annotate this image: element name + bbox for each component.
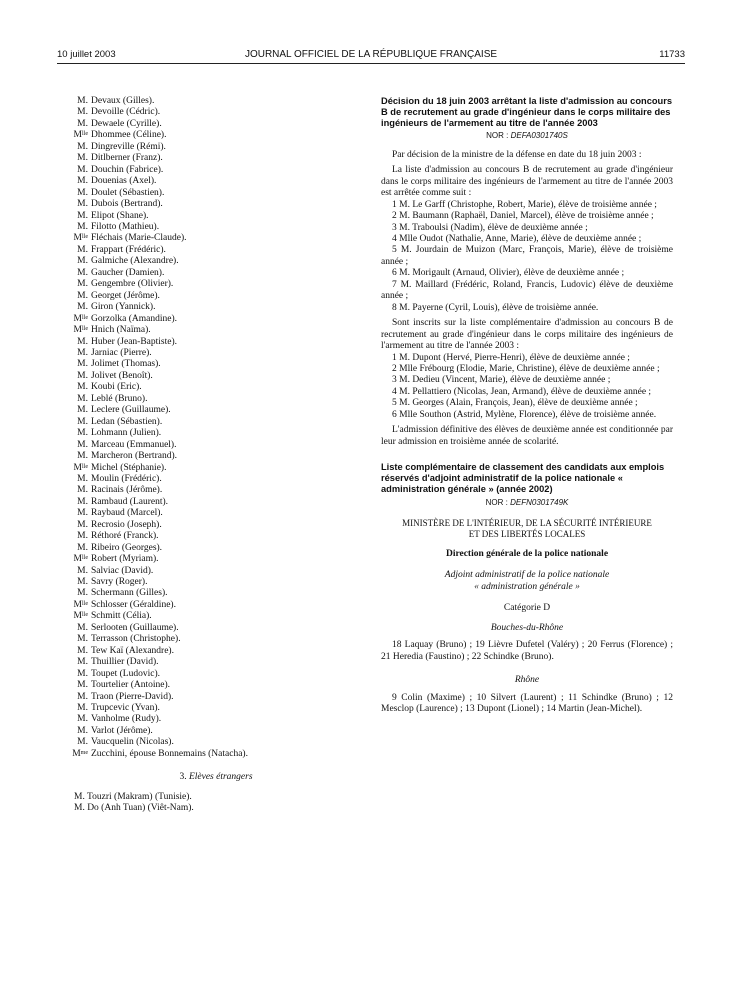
foreign-list — [71, 792, 361, 815]
name-entry — [71, 325, 361, 336]
civility: $M^{lle}$ — [73, 599, 88, 610]
civility: M. — [77, 725, 88, 736]
civility: M. — [77, 680, 88, 691]
name-entry — [71, 520, 361, 531]
name-entry — [71, 600, 361, 611]
civility: M. — [77, 405, 88, 416]
paragraph: 6 M. Morigault (Arnaud, Olivier), élève de deuxième année ; — [392, 268, 625, 279]
paragraph: 1 M. Le Garff (Christophe, Robert, Marie), élève de troisième année ; — [392, 199, 657, 210]
person-name: Varlot (Jérôme). — [91, 725, 153, 736]
nor-code: DEFA0301740S — [510, 131, 568, 141]
name-entry — [71, 245, 361, 256]
name-entry — [71, 588, 361, 599]
person-name: Salviac (David). — [91, 565, 154, 576]
civility: M. — [77, 359, 88, 370]
civility: $M^{lle}$ — [73, 554, 88, 565]
civility: M. — [77, 703, 88, 714]
place-list: 18 Laquay (Bruno) ; 19 Lièvre Dufetel (Valéry) ; 20 Ferrus (Florence) ; 21 Heredia (Faustino) ; 22 Schindke (Bruno). — [381, 640, 673, 662]
place-list: 9 Colin (Maxime) ; 10 Silvert (Laurent) ; 11 Schindke (Bruno) ; 12 Mesclop (Laurence) ; 13 Dupont (Lionel) ; 14 Martin (Jean-Michel). — [381, 692, 673, 715]
civility: M. — [77, 714, 88, 725]
name-entry — [71, 451, 361, 462]
decision-nor — [381, 130, 673, 141]
person-name: Terrasson (Christophe). — [91, 634, 181, 645]
person-name: Gorzolka (Amandine). — [91, 313, 177, 324]
civility: M. — [77, 210, 88, 221]
civility: M. — [77, 256, 88, 267]
civility: M. — [77, 118, 88, 129]
name-entry — [71, 417, 361, 428]
person-name: Thuillier (David). — [91, 657, 159, 668]
section-heading — [71, 772, 361, 783]
civility: M. — [77, 531, 88, 542]
civility: M. — [77, 508, 88, 519]
civility: $M^{me}$ — [72, 748, 88, 759]
name-entry — [71, 485, 361, 496]
civility: $M^{lle}$ — [73, 233, 88, 244]
person-name: Dubois (Bertrand). — [91, 199, 163, 210]
civility: M. — [77, 176, 88, 187]
name-entry — [71, 634, 361, 645]
person-name: Savry (Roger). — [91, 577, 148, 588]
name-entry — [71, 382, 361, 393]
direction-heading: Direction générale de la police nationale — [445, 549, 609, 560]
name-entry — [71, 302, 361, 313]
civility: M. — [77, 164, 88, 175]
name-entry — [71, 337, 361, 348]
civility: $M^{lle}$ — [73, 313, 88, 324]
category-heading: Catégorie D — [503, 603, 551, 614]
civility: M. — [77, 668, 88, 679]
person-name: Jarniac (Pierre). — [91, 347, 152, 358]
paragraph: 2 Mlle Frébourg (Elodie, Marie, Christine), élève de deuxième année ; — [392, 364, 660, 374]
civility: M. — [77, 370, 88, 381]
person-name: Jolimet (Thomas). — [91, 359, 161, 370]
section-title: Elèves étrangers — [188, 772, 253, 783]
civility: $M^{lle}$ — [73, 462, 88, 473]
name-entry — [71, 623, 361, 634]
civility: M. — [77, 645, 88, 656]
name-entry — [71, 233, 361, 244]
ministry-line: ET DES LIBERTÉS LOCALES — [468, 528, 586, 539]
person-name: Rambaud (Laurent). — [91, 496, 169, 507]
paragraph: Par décision de la ministre de la défense en date du 18 juin 2003 : — [392, 149, 642, 160]
person-name: Jolivet (Benoît). — [91, 370, 153, 381]
person-name: Elipot (Shane). — [91, 210, 149, 221]
ministry-line: MINISTÈRE DE L'INTÉRIEUR, DE LA SÉCURITÉ INTÉRIEURE — [402, 518, 652, 529]
civility: M. — [77, 302, 88, 313]
person-name: Tew Kaï (Alexandre). — [91, 645, 174, 656]
ministry-heading — [381, 518, 673, 539]
civility: M. — [77, 577, 88, 588]
subdirection-heading — [381, 570, 673, 593]
person-name: Hnich (Naïma). — [91, 325, 151, 336]
subdir-line: Adjoint administratif de la police nationale — [444, 570, 610, 581]
person-name: Serlooten (Guillaume). — [91, 622, 179, 633]
civility: M. — [77, 428, 88, 439]
civility: M. — [77, 519, 88, 530]
person-name: Huber (Jean-Baptiste). — [91, 336, 177, 347]
civility: M. — [77, 588, 88, 599]
person-name: Frappart (Frédéric). — [91, 244, 166, 255]
person-name: Leclere (Guillaume). — [91, 405, 171, 416]
person-name: Traon (Pierre-David). — [91, 691, 174, 702]
name-entry — [71, 130, 361, 141]
civility: M. — [77, 153, 88, 164]
name-entry — [71, 371, 361, 382]
person-name: Moulin (Frédéric). — [91, 473, 162, 484]
name-entry — [71, 142, 361, 153]
paragraph: 4 M. Pellattiero (Nicolas, Jean, Armand), élève de deuxième année ; — [392, 386, 652, 397]
name-entry — [71, 577, 361, 588]
person-name: Gengembre (Olivier). — [91, 279, 174, 290]
journal-title: JOURNAL OFFICIEL DE LA RÉPUBLIQUE FRANÇAISE — [244, 49, 498, 60]
person-name: Fléchais (Marie-Claude). — [91, 233, 187, 244]
name-entry — [71, 428, 361, 439]
name-entry — [71, 291, 361, 302]
liste-title: Liste complémentaire de classement des candidats aux emplois réservés d'adjoint administratif de la police nationale « administration générale » (année 2002) — [381, 462, 665, 494]
paragraph: 7 M. Maillard (Frédéric, Roland, Francis, Ludovic) élève de deuxième année ; — [381, 279, 673, 302]
header-date: 10 juillet 2003 — [57, 49, 116, 60]
civility: M. — [77, 290, 88, 301]
name-entry — [71, 737, 361, 748]
name-entry — [71, 348, 361, 359]
right-column — [381, 96, 673, 716]
name-entry — [71, 440, 361, 451]
list-item: M. Do (Anh Tuan) (Viêt-Nam). — [74, 803, 194, 814]
civility: M. — [77, 267, 88, 278]
civility: M. — [77, 439, 88, 450]
name-entry — [71, 199, 361, 210]
name-entry — [71, 359, 361, 370]
civility: M. — [77, 542, 88, 553]
civility: M. — [77, 244, 88, 255]
civility: $M^{lle}$ — [73, 611, 88, 622]
person-name: Giron (Yannick). — [91, 302, 156, 313]
paragraph: 5 M. Jourdain de Muizon (Marc, François, Marie), élève de troisième année ; — [381, 245, 673, 267]
person-name: Trupcevic (Yvan). — [91, 703, 160, 714]
person-name: Dewaele (Cyrille). — [91, 118, 162, 129]
name-entry — [71, 314, 361, 325]
civility: M. — [77, 199, 88, 210]
person-name: Toupet (Ludovic). — [91, 668, 160, 679]
name-entry — [71, 474, 361, 485]
person-name: Ribeiro (Georges). — [91, 542, 163, 553]
name-entry — [71, 119, 361, 130]
civility: M. — [77, 737, 88, 748]
person-name: Devoille (Cédric). — [91, 107, 161, 118]
civility: M. — [77, 485, 88, 496]
paragraph: L'admission définitive des élèves de deuxième année est conditionnée par leur admission en troisième année de scolarité. — [381, 425, 673, 447]
civility: M. — [77, 221, 88, 232]
person-name: Lohmann (Julien). — [91, 428, 162, 439]
left-column — [71, 96, 361, 815]
paragraph: 3 M. Dedieu (Vincent, Marie), élève de deuxième année ; — [392, 375, 611, 386]
person-name: Robert (Myriam). — [91, 554, 159, 565]
name-entry — [71, 222, 361, 233]
name-entry — [71, 107, 361, 118]
person-name: Réthoré (Franck). — [91, 531, 159, 542]
civility: M. — [77, 107, 88, 118]
person-name: Douenias (Axel). — [91, 176, 157, 187]
page-header — [57, 49, 685, 63]
paragraph: 3 M. Traboulsi (Nadim), élève de deuxième année ; — [392, 222, 588, 233]
person-name: Galmiche (Alexandre). — [91, 256, 179, 267]
person-name: Douchin (Fabrice). — [91, 164, 164, 175]
civility: M. — [77, 634, 88, 645]
list-item: M. Touzri (Makram) (Tunisie). — [74, 791, 192, 802]
page-number: 11733 — [659, 49, 685, 60]
civility: $M^{lle}$ — [73, 130, 88, 141]
name-entry — [71, 211, 361, 222]
section-number: 3. — [179, 772, 187, 783]
person-name: Leblé (Bruno). — [91, 393, 148, 404]
paragraph: Sont inscrits sur la liste complémentaire d'admission au concours B de recrutement au grade d'ingénieur dans le corps militaire des ingénieurs de l'armement au titre de l'année 2003 : — [381, 318, 673, 352]
paragraph: 5 M. Georges (Alain, François, Jean), élève de deuxième année ; — [392, 398, 638, 409]
civility: M. — [77, 382, 88, 393]
person-name: Michel (Stéphanie). — [91, 462, 167, 473]
place-heading: Rhône — [514, 675, 540, 686]
name-entry — [71, 669, 361, 680]
person-name: Schmitt (Célia). — [91, 611, 152, 622]
name-entry — [71, 692, 361, 703]
civility: M. — [77, 565, 88, 576]
person-name: Koubi (Eric). — [91, 382, 142, 393]
paragraph: La liste d'admission au concours B de recrutement au grade d'ingénieur dans le corps militaire des ingénieurs de l'armement au titre de l'année 2003 est arrêtée comme suit : — [381, 165, 673, 199]
decision-body — [381, 150, 673, 448]
header-rule — [57, 63, 685, 64]
civility: M. — [77, 622, 88, 633]
civility: M. — [77, 393, 88, 404]
place-heading: Bouches-du-Rhône — [490, 622, 564, 633]
person-name: Gaucher (Damien). — [91, 267, 165, 278]
name-entry — [71, 176, 361, 187]
name-entry — [71, 680, 361, 691]
name-entry — [71, 611, 361, 622]
name-entry — [71, 153, 361, 164]
liste-nor — [381, 497, 673, 508]
civility: M. — [77, 451, 88, 462]
name-entry — [71, 165, 361, 176]
nor-label: NOR : — [485, 497, 508, 507]
civility: M. — [77, 187, 88, 198]
nor-code: DEFN0301749K — [510, 497, 569, 507]
name-entry — [71, 96, 361, 107]
person-name: Dhommee (Céline). — [91, 130, 167, 141]
person-name: Ledan (Sébastien). — [91, 416, 163, 427]
person-name: Filotto (Mathieu). — [91, 221, 160, 232]
name-entry — [71, 657, 361, 668]
person-name: Recrosio (Joseph). — [91, 519, 162, 530]
civility: M. — [77, 336, 88, 347]
person-name: Schermann (Gilles). — [91, 588, 168, 599]
name-entry — [71, 405, 361, 416]
name-entry — [71, 497, 361, 508]
civility: $M^{lle}$ — [73, 325, 88, 336]
person-name: Ditlberner (Franz). — [91, 153, 163, 164]
name-entry — [71, 726, 361, 737]
civility: M. — [77, 691, 88, 702]
paragraph: 4 Mlle Oudot (Nathalie, Anne, Marie), élève de deuxième année ; — [392, 234, 642, 245]
name-entry — [71, 268, 361, 279]
person-name: Vaucquelin (Nicolas). — [91, 737, 174, 748]
person-name: Devaux (Gilles). — [91, 96, 155, 106]
nor-label: NOR : — [486, 131, 509, 141]
name-entry — [71, 279, 361, 290]
paragraph: 8 M. Payerne (Cyril, Louis), élève de troisième année. — [392, 302, 599, 313]
name-entry — [71, 646, 361, 657]
civility: M. — [77, 496, 88, 507]
paragraph: 1 M. Dupont (Hervé, Pierre-Henri), élève de deuxième année ; — [392, 352, 630, 363]
paragraph: 6 Mlle Southon (Astrid, Mylène, Florence), élève de troisième année. — [392, 409, 657, 420]
person-name: Georget (Jérôme). — [91, 290, 160, 301]
name-entry — [71, 714, 361, 725]
name-entry — [71, 394, 361, 405]
civility: M. — [77, 141, 88, 152]
person-name: Dingreville (Rémi). — [91, 141, 166, 152]
name-entry — [71, 703, 361, 714]
name-entry — [71, 463, 361, 474]
name-entry — [71, 566, 361, 577]
subdir-line: « administration générale » — [474, 581, 580, 592]
person-name: Raybaud (Marcel). — [91, 508, 163, 519]
paragraph: 2 M. Baumann (Raphaël, Daniel, Marcel), élève de troisième année ; — [392, 211, 654, 222]
name-entry — [71, 749, 361, 760]
civility: M. — [77, 473, 88, 484]
person-name: Vanholme (Rudy). — [91, 714, 162, 725]
person-name: Schlosser (Géraldine). — [91, 599, 176, 610]
decision-title: Décision du 18 juin 2003 arrêtant la liste d'admission au concours B de recrutement au grade d'ingénieur dans le corps militaire des ingénieurs de l'armement au titre de l'année 2003 — [381, 96, 673, 128]
name-entry — [71, 554, 361, 565]
person-name: Racinais (Jérôme). — [91, 485, 163, 496]
name-entry — [71, 543, 361, 554]
civility: M. — [77, 347, 88, 358]
civility: M. — [77, 279, 88, 290]
name-entry — [71, 188, 361, 199]
civility: M. — [77, 657, 88, 668]
person-name: Marceau (Emmanuel). — [91, 439, 177, 450]
person-name: Marcheron (Bertrand). — [91, 451, 177, 462]
person-name: Zucchini, épouse Bonnemains (Natacha). — [91, 748, 248, 759]
names-list — [71, 96, 361, 760]
civility: M. — [77, 416, 88, 427]
person-name: Tourtelier (Antoine). — [91, 680, 171, 691]
name-entry — [71, 256, 361, 267]
name-entry — [71, 508, 361, 519]
person-name: Doulet (Sébastien). — [91, 187, 165, 198]
name-entry — [71, 531, 361, 542]
civility: M. — [77, 96, 88, 106]
